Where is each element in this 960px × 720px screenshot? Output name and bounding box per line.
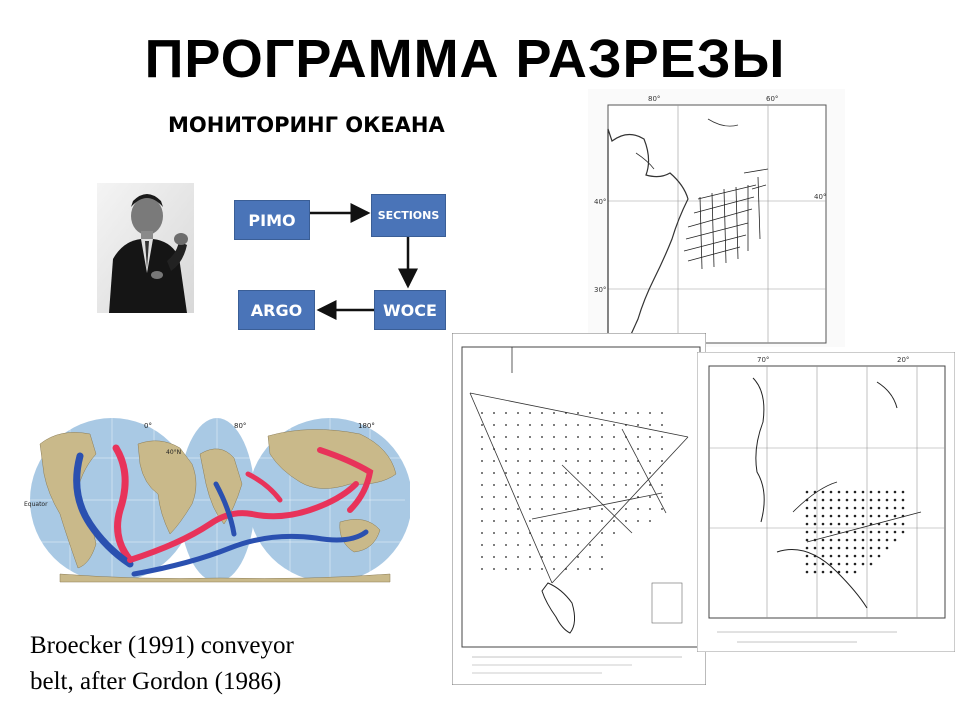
atlantic-lon-60: 60° [766, 95, 779, 103]
conveyor-label-80: 80° [234, 422, 247, 430]
atlantic-lat-30: 30° [594, 286, 607, 294]
portrait-photo [97, 183, 194, 313]
conveyor-label-0: 0° [144, 422, 152, 430]
norwegian-sea-map [697, 352, 955, 652]
atlantic-sections-map [588, 89, 845, 347]
right-lon-20: 20° [897, 356, 910, 364]
right-lon-70: 70° [757, 356, 770, 364]
slide-subtitle: МОНИТОРИНГ ОКЕАНА [168, 113, 445, 137]
atlantic-lon-80: 80° [648, 95, 661, 103]
atlantic-lat-40-right: 40° [814, 193, 827, 201]
conveyor-label-180: 180° [358, 422, 375, 430]
flow-box-sections: SECTIONS [371, 194, 446, 237]
atlantic-lat-40-left: 40° [594, 198, 607, 206]
slide-title: ПРОГРАММА РАЗРЕЗЫ [144, 29, 786, 89]
flow-box-pimo: PIMO [234, 200, 310, 240]
flow-box-woce: WOCE [374, 290, 446, 330]
conveyor-label-40n: 40°N [166, 449, 182, 456]
figure-caption [30, 628, 294, 700]
station-grid-map [452, 333, 706, 685]
caption-line-2: belt, after Gordon (1986) [30, 668, 282, 695]
flow-box-argo: ARGO [238, 290, 315, 330]
conveyor-label-equator: Equator [24, 501, 48, 508]
conveyor-belt-map [20, 414, 410, 586]
caption-line-1: Broecker (1991) conveyor [30, 632, 294, 659]
